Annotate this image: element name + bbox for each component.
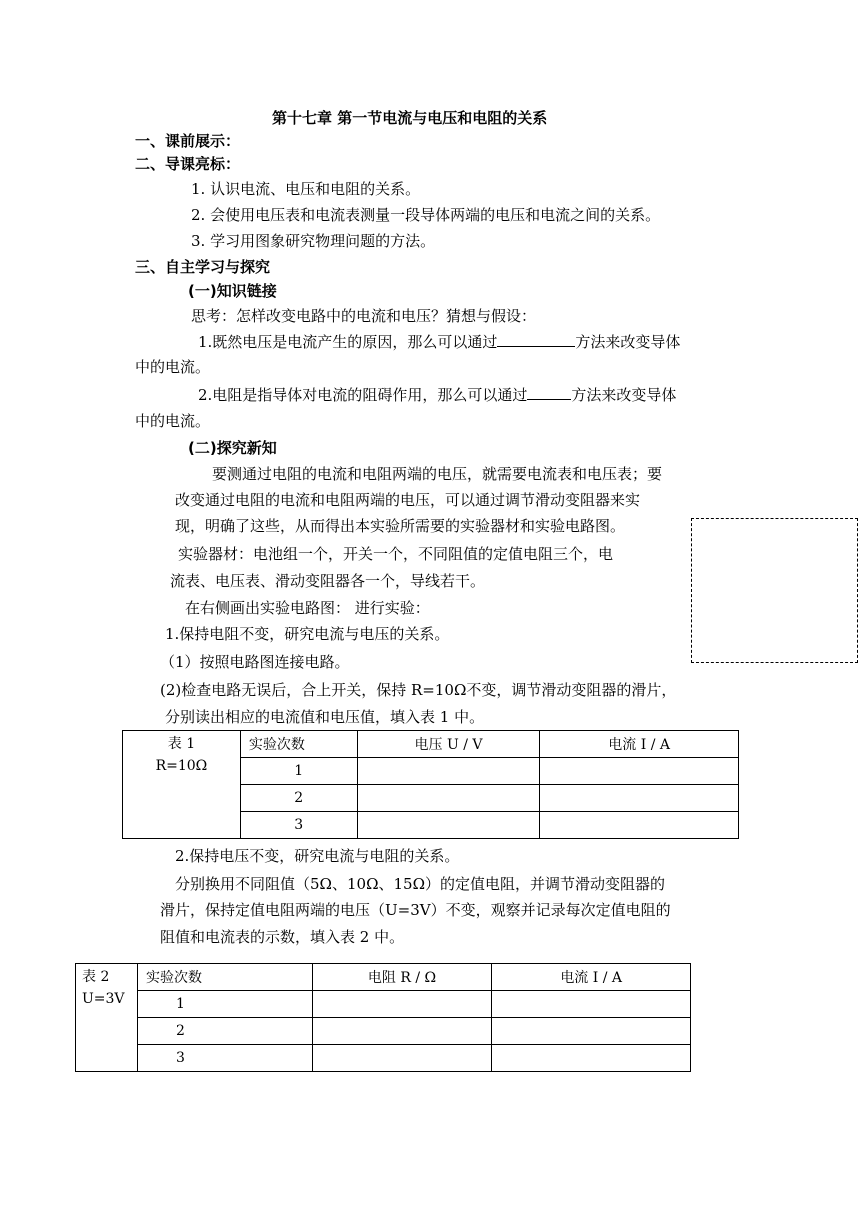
table-1-trial-number: 1	[240, 758, 357, 785]
goal-item-1: 1. 认识电流、电压和电阻的关系。	[191, 180, 421, 198]
subsection-explore: (二)探究新知	[188, 439, 277, 457]
section-heading-1: 一、课前展示：	[135, 132, 241, 150]
question-1-text-b: 方法来改变导体	[575, 333, 681, 351]
paragraph-line: 流表、电压表、滑动变阻器各一个，导线若干。	[170, 572, 486, 590]
table-1-caption	[123, 731, 241, 839]
table-2-current-cell[interactable]	[492, 1018, 691, 1045]
table-2-header-resistance: 电阻 R / Ω	[312, 964, 492, 991]
paragraph-line: 现，明确了这些，从而得出本实验所需要的实验器材和实验电路图。	[175, 517, 626, 535]
paragraph-line: 实验器材：电池组一个，开关一个，不同阻值的定值电阻三个，电	[178, 545, 614, 563]
table-1-condition: R=10Ω	[155, 758, 208, 774]
table-2-caption-label: 表 2	[82, 969, 110, 985]
table-1-header-trial: 实验次数	[240, 731, 357, 758]
question-1-line-2: 中的电流。	[135, 358, 211, 376]
table-1-current-cell[interactable]	[540, 758, 739, 785]
answer-blank-2[interactable]	[527, 385, 571, 400]
table-2-header-current: 电流 I / A	[492, 964, 691, 991]
table-1-header-current: 电流 I / A	[540, 731, 739, 758]
table-1-current-cell[interactable]	[540, 785, 739, 812]
question-2-line-1	[198, 385, 676, 405]
table-1-caption-label: 表 1	[167, 736, 196, 752]
paragraph-line: 2.保持电压不变，研究电流与电阻的关系。	[175, 847, 460, 865]
paragraph-line: 改变通过电阻的电流和电阻两端的电压，可以通过调节滑动变阻器来实	[175, 491, 641, 509]
table-2-condition: U=3V	[82, 991, 125, 1007]
paragraph-line: 分别读出相应的电流值和电压值，填入表 1 中。	[165, 708, 485, 726]
paragraph-line: 要测通过电阻的电流和电阻两端的电压，就需要电流表和电压表；要	[212, 465, 663, 483]
question-2-line-2: 中的电流。	[135, 412, 211, 430]
paragraph-line: 分别换用不同阻值（5Ω、10Ω、15Ω）的定值电阻，并调节滑动变阻器的	[175, 875, 666, 893]
paragraph-line: 阻值和电流表的示数，填入表 2 中。	[160, 928, 405, 946]
paragraph-line: （1）按照电路图连接电路。	[160, 653, 350, 671]
paragraph-line: 滑片，保持定值电阻两端的电压（U=3V）不变，观察并记录每次定值电阻的	[160, 901, 671, 919]
table-1-voltage-cell[interactable]	[357, 758, 540, 785]
table-1-voltage-cell[interactable]	[357, 812, 540, 839]
table-2-trial-number: 1	[137, 991, 312, 1018]
table-2-trial-number: 3	[137, 1045, 312, 1072]
section-heading-3: 三、自主学习与探究	[135, 258, 271, 276]
question-1-text-a: 1.既然电压是电流产生的原因，那么可以通过	[198, 333, 498, 351]
table-1-header-voltage: 电压 U / V	[357, 731, 540, 758]
table-2	[75, 963, 691, 1072]
question-2-text-b: 方法来改变导体	[571, 386, 677, 404]
paragraph-line: 在右侧画出实验电路图： 进行实验：	[185, 599, 430, 617]
table-2-caption	[76, 964, 138, 1072]
paragraph-line: 1.保持电阻不变，研究电流与电压的关系。	[165, 625, 450, 643]
circuit-diagram-drawing-area[interactable]	[691, 518, 858, 663]
table-2-resistance-cell[interactable]	[312, 1018, 492, 1045]
question-1-line-1	[198, 332, 680, 352]
question-2-text-a: 2.电阻是指导体对电流的阻碍作用，那么可以通过	[198, 386, 528, 404]
table-2-trial-number: 2	[137, 1018, 312, 1045]
table-2-resistance-cell[interactable]	[312, 991, 492, 1018]
table-1-voltage-cell[interactable]	[357, 785, 540, 812]
table-2-resistance-cell[interactable]	[312, 1045, 492, 1072]
table-1-trial-number: 2	[240, 785, 357, 812]
table-2-current-cell[interactable]	[492, 1045, 691, 1072]
subsection-knowledge-link: (一)知识链接	[188, 282, 277, 300]
goal-item-3: 3. 学习用图象研究物理问题的方法。	[191, 232, 436, 250]
table-1-trial-number: 3	[240, 812, 357, 839]
table-1	[122, 730, 739, 839]
think-prompt: 思考：怎样改变电路中的电流和电压？猜想与假设：	[191, 307, 537, 325]
table-2-current-cell[interactable]	[492, 991, 691, 1018]
page-title: 第十七章 第一节电流与电压和电阻的关系	[272, 109, 548, 127]
section-heading-2: 二、导课亮标：	[135, 155, 241, 173]
table-1-current-cell[interactable]	[540, 812, 739, 839]
goal-item-2: 2. 会使用电压表和电流表测量一段导体两端的电压和电流之间的关系。	[191, 206, 661, 224]
table-2-header-trial: 实验次数	[137, 964, 312, 991]
paragraph-line: (2)检查电路无误后，合上开关，保持 R=10Ω不变，调节滑动变阻器的滑片，	[160, 681, 677, 699]
answer-blank-1[interactable]	[497, 332, 575, 347]
